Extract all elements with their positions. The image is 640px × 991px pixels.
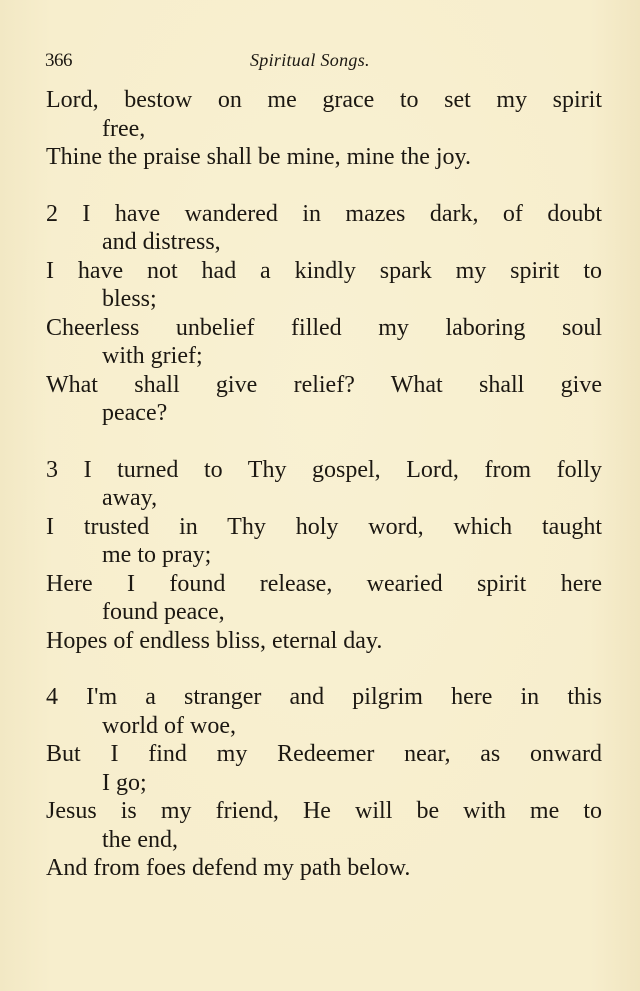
verse-line: 4 I'm a stranger and pilgrim here in this (46, 684, 602, 710)
verse-line-continuation: with grief; (102, 343, 203, 369)
verse-line-continuation: I go; (102, 769, 147, 796)
verse-line: What shall give relief? What shall give (46, 371, 602, 398)
verse-line: 3 I turned to Thy gospel, Lord, from folly (46, 456, 602, 483)
stanza-2 (46, 200, 602, 428)
verse-line: And from foes defend my path below. (46, 855, 411, 881)
verse-line: Hopes of endless bliss, eternal day. (46, 627, 383, 654)
page-header (45, 50, 601, 74)
stanza-1 (46, 86, 602, 172)
stanza-4 (46, 683, 602, 883)
verse-line-continuation: world of woe, (102, 712, 236, 739)
verse-line: But I find my Redeemer near, as onward (46, 741, 602, 767)
verse-line: I trusted in Thy holy word, which taught (46, 513, 602, 540)
verse-line: 2 I have wandered in mazes dark, of doubt (46, 200, 602, 227)
verse-line: Here I found release, wearied spirit here (46, 570, 602, 597)
verse-line-continuation: peace? (102, 400, 168, 426)
verse-line: I have not had a kindly spark my spirit to (46, 257, 602, 284)
verse-line-continuation: found peace, (102, 599, 225, 625)
verse-line: Cheerless unbelief filled my laboring soul (46, 314, 602, 341)
hymn-text (46, 86, 602, 911)
stanza-3 (46, 456, 602, 656)
verse-line: Thine the praise shall be mine, mine the joy. (46, 144, 471, 170)
verse-line-continuation: and distress, (102, 229, 221, 255)
verse-line-continuation: free, (102, 115, 146, 142)
verse-line-continuation: me to pray; (102, 542, 212, 568)
verse-line-continuation: the end, (102, 826, 178, 853)
verse-line: Lord, bestow on me grace to set my spirit (46, 87, 602, 113)
page-number: 366 (45, 50, 72, 71)
verse-line-continuation: away, (102, 485, 158, 511)
running-title: Spiritual Songs. (250, 50, 370, 70)
verse-line: Jesus is my friend, He will be with me to (46, 798, 602, 824)
verse-line-continuation: bless; (102, 286, 157, 312)
